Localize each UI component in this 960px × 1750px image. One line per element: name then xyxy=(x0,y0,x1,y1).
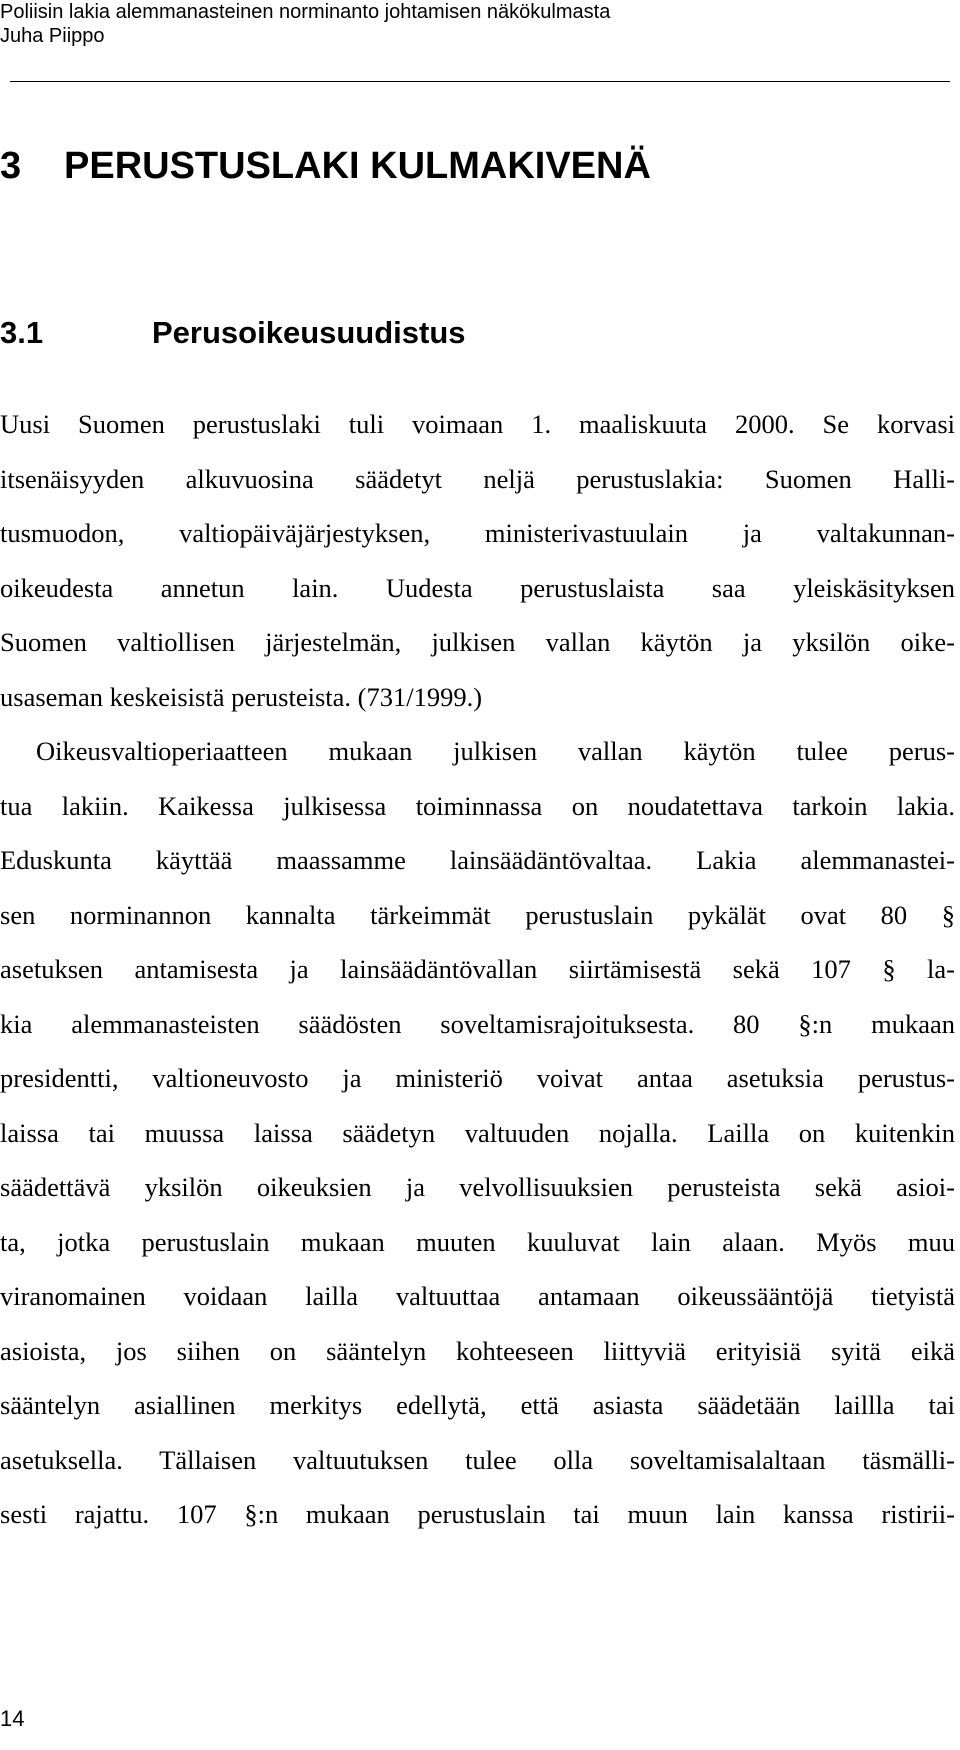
chapter-number: 3 xyxy=(0,145,22,187)
header-divider xyxy=(10,81,950,82)
chapter-heading xyxy=(0,143,651,189)
running-header-author: Juha Piippo xyxy=(0,25,105,47)
page-number: 14 xyxy=(0,1706,25,1731)
text-line: Eduskunta käyttää maassamme lainsäädäntövaltaa. Lakia alemmanastei- xyxy=(0,845,955,875)
text-line: tusmuodon, valtiopäiväjärjestyksen, ministerivastuulain ja valtakunnan- xyxy=(0,518,955,548)
text-line: tua lakiin. Kaikessa julkisessa toiminnassa on noudatettava tarkoin lakia. xyxy=(0,790,955,821)
text-line: oikeudesta annetun lain. Uudesta perustuslaista saa yleiskäsityksen xyxy=(0,572,955,603)
text-line: säädettävä yksilön oikeuksien ja velvollisuuksien perusteista sekä asioi- xyxy=(0,1172,955,1202)
text-line: usaseman keskeisistä perusteista. (731/1999.) xyxy=(0,681,483,712)
text-line: ta, jotka perustuslain mukaan muuten kuuluvat lain alaan. Myös muu xyxy=(0,1226,955,1257)
body-text xyxy=(0,397,955,1542)
chapter-title: PERUSTUSLAKI KULMAKIVENÄ xyxy=(64,145,651,187)
text-line: asetuksen antamisesta ja lainsäädäntövallan siirtämisestä sekä 107 § la- xyxy=(0,954,955,984)
section-title: Perusoikeusuudistus xyxy=(152,315,466,350)
text-line: itsenäisyyden alkuvuosina säädetyt neljä perustuslakia: Suomen Halli- xyxy=(0,463,955,494)
text-line: laissa tai muussa laissa säädetyn valtuuden nojalla. Lailla on kuitenkin xyxy=(0,1117,955,1148)
text-line: Oikeusvaltioperiaatteen mukaan julkisen vallan käytön tulee perus- xyxy=(36,736,955,766)
running-header-title: Poliisin lakia alemmanasteinen norminanto johtamisen näkökulmasta xyxy=(0,1,611,23)
text-line: asetuksella. Tällaisen valtuutuksen tulee olla soveltamisalaltaan täsmälli- xyxy=(0,1444,955,1475)
running-header xyxy=(0,0,960,48)
text-line: sesti rajattu. 107 §:n mukaan perustuslain tai muun lain kanssa ristirii- xyxy=(0,1499,955,1529)
text-line: Suomen valtiollisen järjestelmän, julkisen vallan käytön ja yksilön oike- xyxy=(0,627,955,657)
text-line: viranomainen voidaan lailla valtuuttaa antamaan oikeussääntöjä tietyistä xyxy=(0,1281,955,1311)
section-number: 3.1 xyxy=(0,315,44,350)
text-line: sen norminannon kannalta tärkeimmät perustuslain pykälät ovat 80 § xyxy=(0,899,955,930)
text-line: asioista, jos siihen on sääntelyn kohteeseen liittyviä erityisiä syitä eikä xyxy=(0,1335,955,1366)
text-line: Uusi Suomen perustuslaki tuli voimaan 1. maaliskuuta 2000. Se korvasi xyxy=(0,409,955,439)
text-line: presidentti, valtioneuvosto ja ministeriö voivat antaa asetuksia perustus- xyxy=(0,1063,955,1093)
text-line: kia alemmanasteisten säädösten soveltamisrajoituksesta. 80 §:n mukaan xyxy=(0,1008,955,1039)
section-heading xyxy=(0,314,466,352)
text-line: sääntelyn asiallinen merkitys edellytä, että asiasta säädetään laillla tai xyxy=(0,1390,955,1420)
